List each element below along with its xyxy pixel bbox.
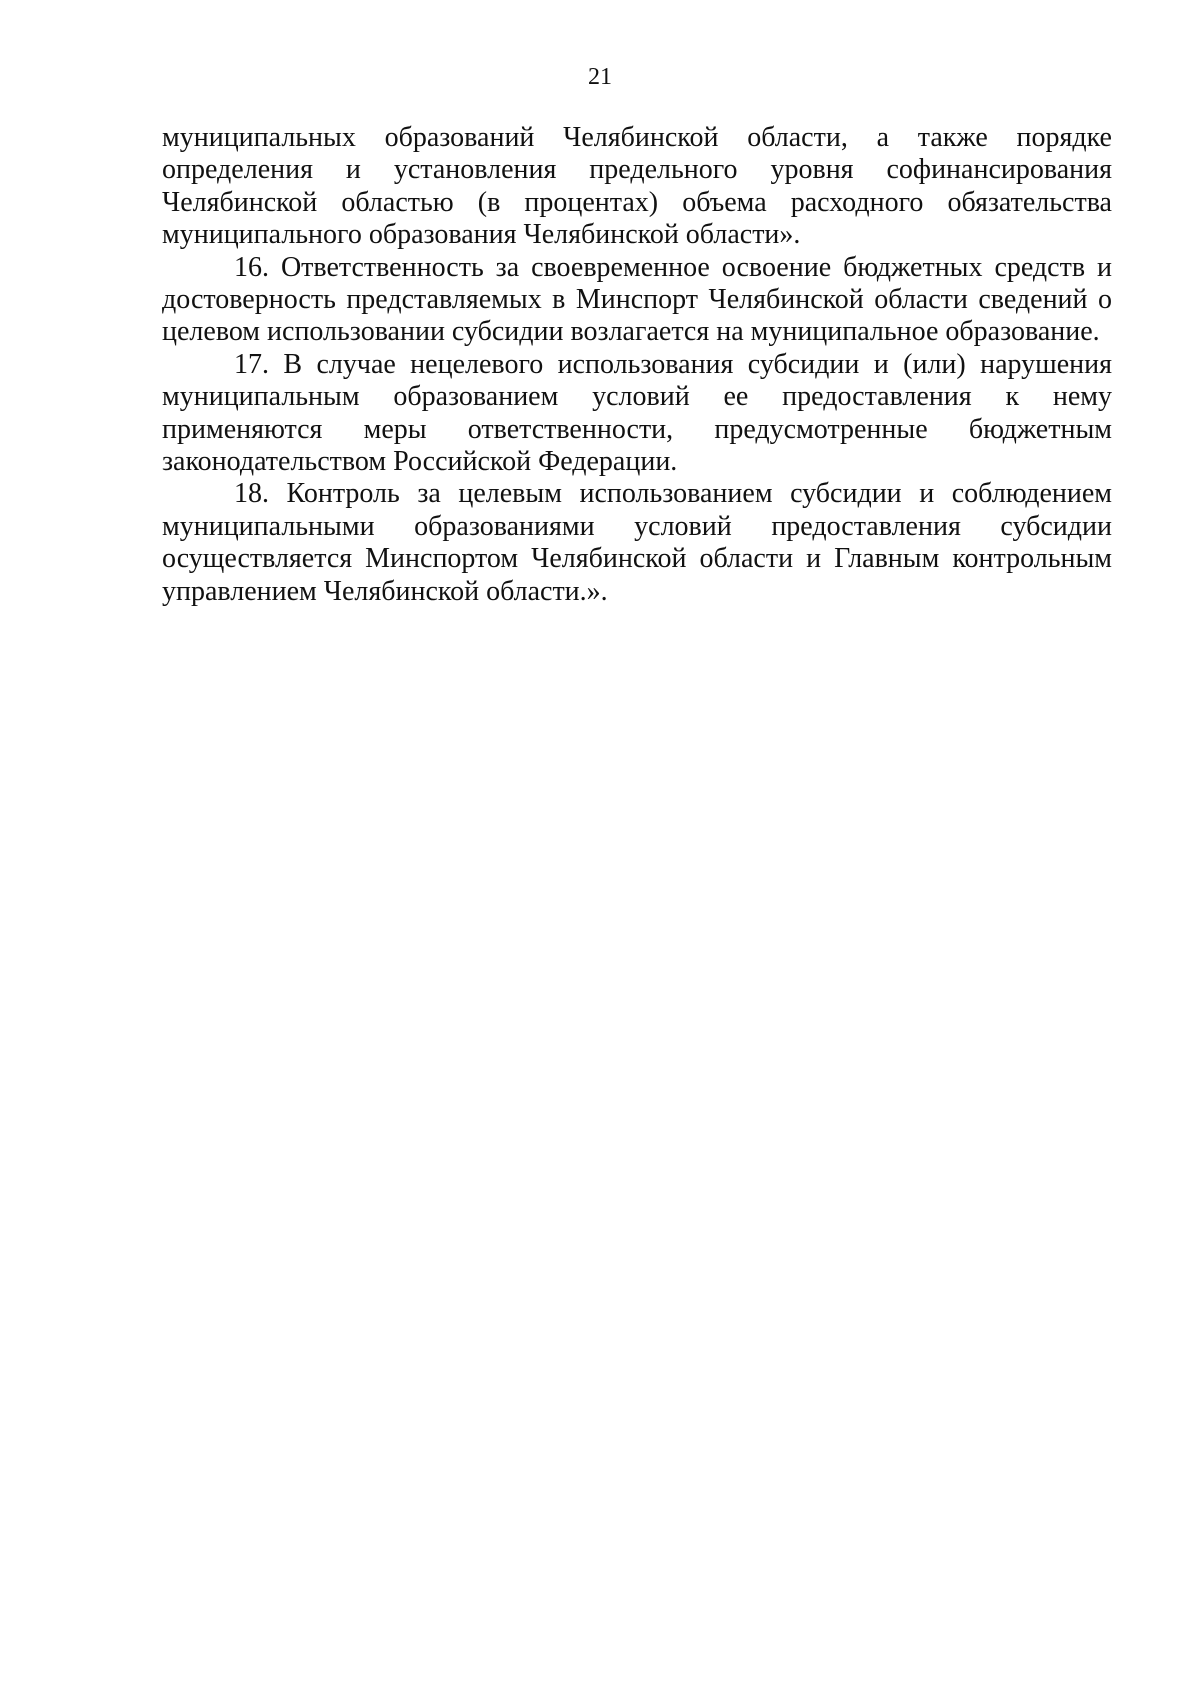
paragraph-17: 17. В случае нецелевого использования субсидии и (или) нарушения муниципальным образованием условий ее предоставления к нему применяются меры ответственности, предусмотренные бюджетным законодательством Российской Федерации. xyxy=(162,348,1112,478)
paragraph-18: 18. Контроль за целевым использованием субсидии и соблюдением муниципальными образованиями условий предоставления субсидии осуществляется Минспортом Челябинской области и Главным контрольным управлением Челябинской области.». xyxy=(162,478,1112,607)
document-body xyxy=(162,122,1112,608)
paragraph-continuation: муниципальных образований Челябинской области, а также порядке определения и установления предельного уровня софинансирования Челябинской областью (в процентах) объема расходного обязательства муниципального образования Челябинской области». xyxy=(162,122,1112,251)
page-number: 21 xyxy=(588,64,612,90)
paragraph-16: 16. Ответственность за своевременное освоение бюджетных средств и достоверность представляемых в Минспорт Челябинской области сведений о целевом использовании субсидии возлагается на муниципальное образование. xyxy=(162,251,1112,348)
